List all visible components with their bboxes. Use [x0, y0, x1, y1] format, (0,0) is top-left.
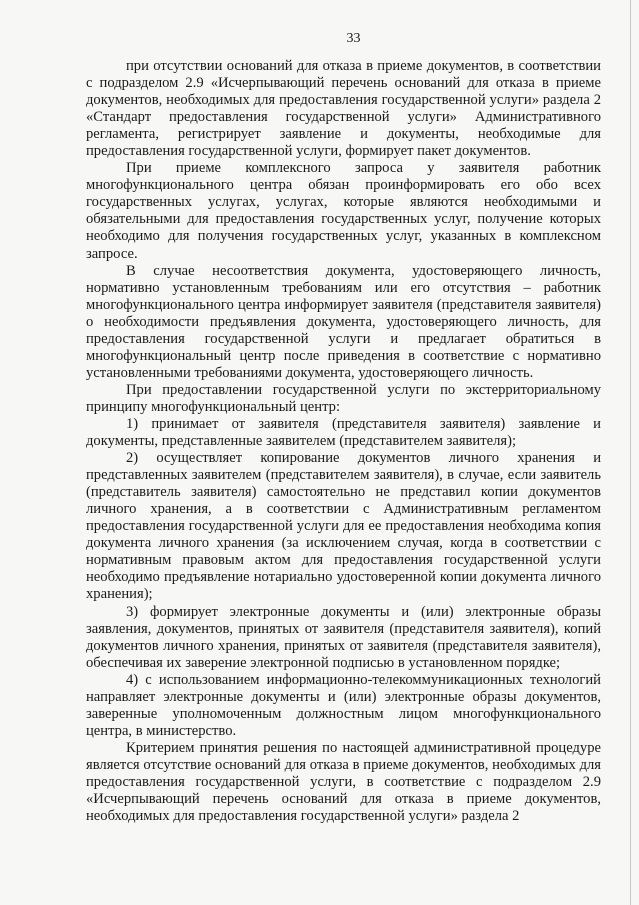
list-item-2: 2) осуществляет копирование документов личного хранения и представленных заявителем (представителем заявителя), в случае, если заявитель (представитель заявителя) самостоятельно не представил копии документов личного хранения, а в соответствии с Административным регламентом предоставления государственной услуги для ее предоставления необходима копия документа личного хранения (за исключением случая, когда в соответствии с нормативным правовым актом для предоставления государственной услуги необходимо предъявление нотариально удостоверенной копии документа личного хранения);: [86, 450, 601, 603]
list-item-4: 4) с использованием информационно-телекоммуникационных технологий направляет электронные документы и (или) электронные образы документов, заверенные уполномоченным должностным лицом многофункционального центра, в министерство.: [86, 671, 601, 739]
page-edge-line: [630, 0, 631, 905]
paragraph-1: при отсутствии оснований для отказа в приеме документов, в соответствии с подразделом 2.9 «Исчерпывающий перечень оснований для отказа в приеме документов, необходимых для предоставления государственной услуги» раздела 2 «Стандарт предоставления государственной услуги» Административного регламента, регистрирует заявление и документы, необходимые для предоставления государственной услуги, формирует пакет документов.: [86, 58, 601, 160]
paragraph-4: При предоставлении государственной услуги по экстерриториальному принципу многофункциональный центр:: [86, 381, 601, 415]
paragraph-5: Критерием принятия решения по настоящей административной процедуре является отсутствие оснований для отказа в приеме документов, необходимых для предоставления государственной услуги, в соответствие с подразделом 2.9 «Исчерпывающий перечень оснований для отказа в приеме документов, необходимых для предоставления государственной услуги» раздела 2: [86, 739, 601, 825]
document-body: [86, 58, 601, 825]
list-item-1: 1) принимает от заявителя (представителя заявителя) заявление и документы, представленные заявителем (представителем заявителя);: [86, 415, 601, 450]
page-number: 33: [346, 31, 361, 46]
paragraph-2: При приеме комплексного запроса у заявителя работник многофункционального центра обязан проинформировать его обо всех государственных услугах, услугах, которые являются необходимыми и обязательными для предоставления государственных услуг, получение которых необходимо для получения государственных услуг, указанных в комплексном запросе.: [86, 160, 601, 262]
paragraph-3: В случае несоответствия документа, удостоверяющего личность, нормативно установленным требованиям или его отсутствия – работник многофункционального центра информирует заявителя (представителя заявителя) о необходимости предъявления документа, удостоверяющего личность, для предоставления государственной услуги и предлагает обратиться в многофункциональный центр после приведения в соответствие с нормативно установленными требованиями документа, удостоверяющего личность.: [86, 262, 601, 381]
list-item-3: 3) формирует электронные документы и (или) электронные образы заявления, документов, принятых от заявителя (представителя заявителя), копий документов личного хранения, принятых от заявителя (представителя заявителя), обеспечивая их заверение электронной подписью в установленном порядке;: [86, 603, 601, 671]
